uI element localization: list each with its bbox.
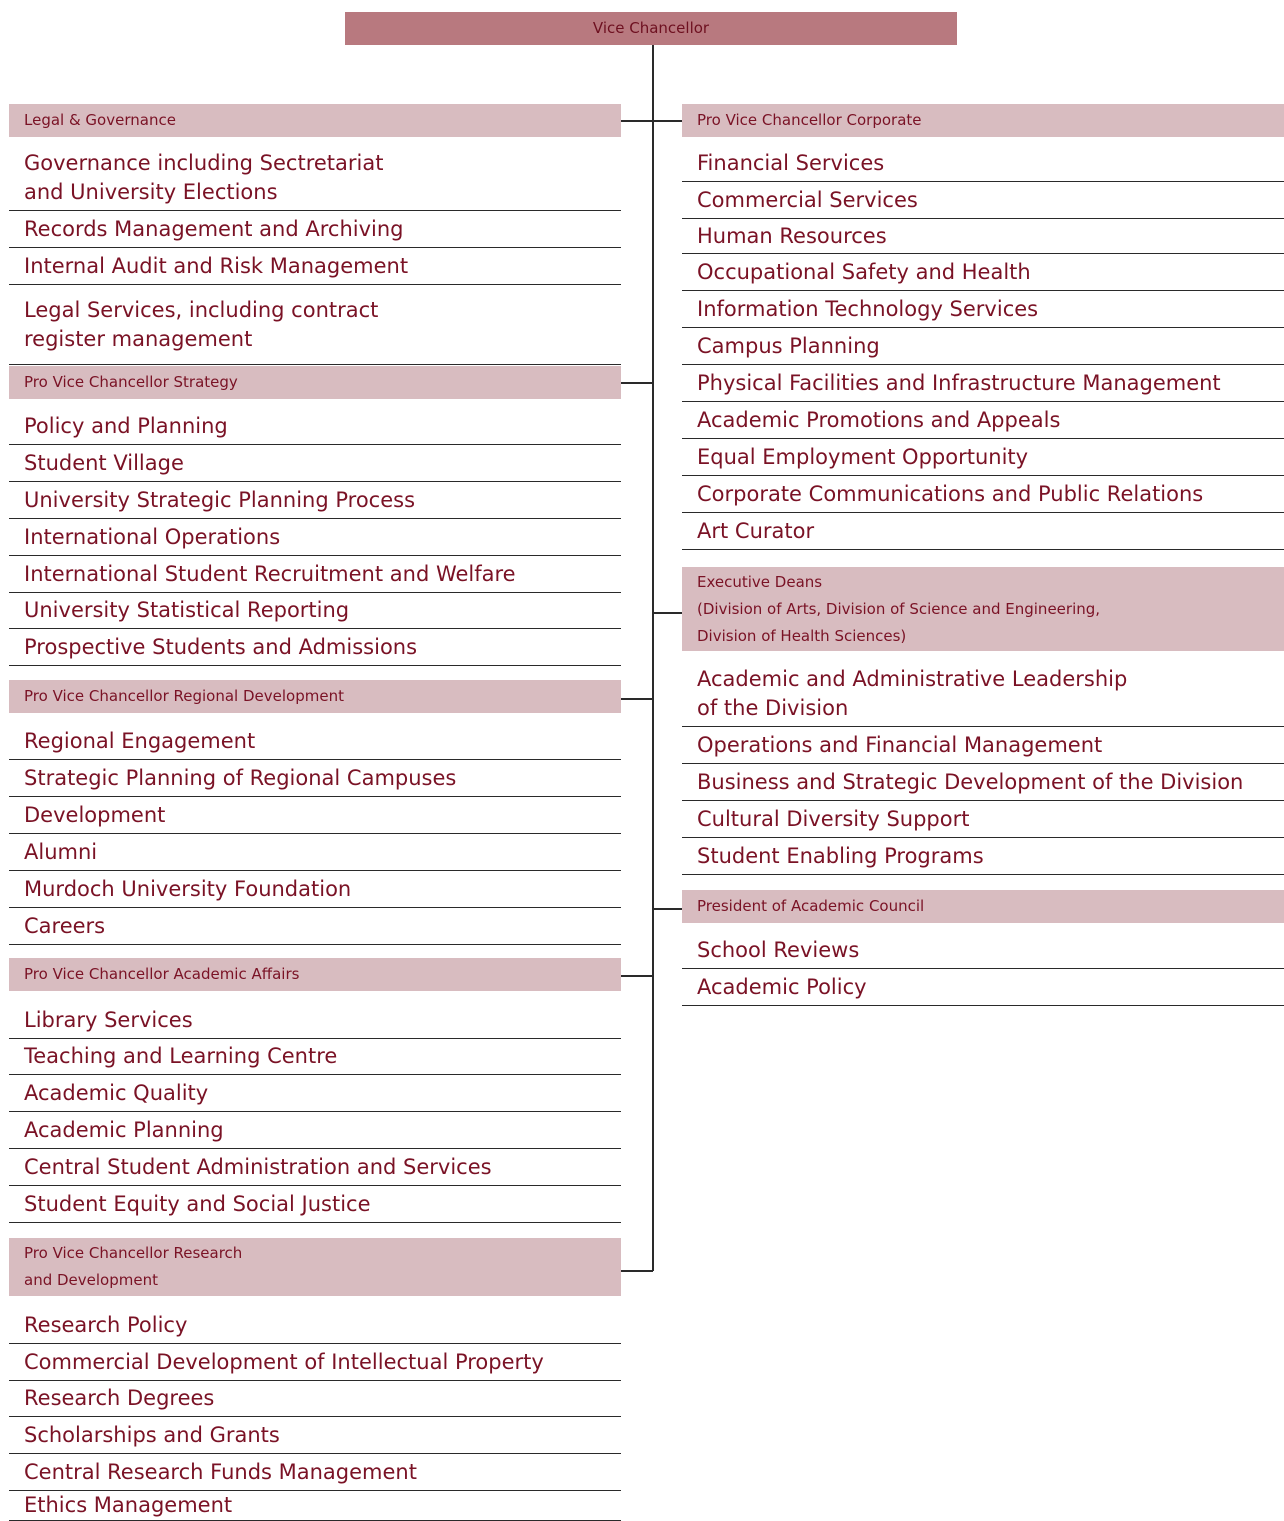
section-title: Pro Vice Chancellor Strategy	[24, 373, 238, 391]
left-section-header-pro-vice-chancellor-regional-development	[9, 680, 621, 713]
unit-item: Physical Facilities and Infrastructure Management	[682, 365, 1284, 402]
right-section-header-president-of-academic-council	[682, 890, 1284, 923]
unit-item: Information Technology Services	[682, 291, 1284, 328]
unit-item: Business and Strategic Development of the Division	[682, 764, 1284, 801]
unit-item: Occupational Safety and Health	[682, 254, 1284, 291]
unit-item: Murdoch University Foundation	[9, 871, 621, 908]
unit-item: Governance including Sectretariat and University Elections	[9, 145, 621, 211]
unit-item: Student Village	[9, 445, 621, 482]
unit-item: Library Services	[9, 1002, 621, 1039]
branch-line	[621, 382, 653, 384]
unit-item: Operations and Financial Management	[682, 727, 1284, 764]
section-title: Pro Vice Chancellor Research and Development	[24, 1244, 243, 1289]
unit-item: Research Policy	[9, 1307, 621, 1344]
right-section-header-pro-vice-chancellor-corporate	[682, 104, 1284, 137]
unit-item: Development	[9, 797, 621, 834]
branch-line	[621, 1270, 653, 1272]
unit-item: Student Equity and Social Justice	[9, 1186, 621, 1223]
unit-item: Records Management and Archiving	[9, 211, 621, 248]
unit-item: Cultural Diversity Support	[682, 801, 1284, 838]
unit-item: Policy and Planning	[9, 408, 621, 445]
unit-item: Corporate Communications and Public Relations	[682, 476, 1284, 513]
unit-item: University Strategic Planning Process	[9, 482, 621, 519]
unit-item: Art Curator	[682, 513, 1284, 550]
unit-item: Careers	[9, 908, 621, 945]
unit-item: Equal Employment Opportunity	[682, 439, 1284, 476]
unit-item: University Statistical Reporting	[9, 593, 621, 629]
unit-item: Alumni	[9, 834, 621, 871]
branch-line	[652, 120, 682, 122]
unit-item: Central Student Administration and Services	[9, 1149, 621, 1186]
unit-item: Ethics Management	[9, 1491, 621, 1521]
unit-item: Academic Quality	[9, 1075, 621, 1112]
trunk-line	[652, 45, 654, 1271]
unit-item: Prospective Students and Admissions	[9, 629, 621, 666]
right-section-header-executive-deans-division-of-arts-divisio	[682, 567, 1284, 651]
unit-item: School Reviews	[682, 932, 1284, 969]
unit-item: International Student Recruitment and Welfare	[9, 556, 621, 593]
unit-item: International Operations	[9, 519, 621, 556]
section-title: Pro Vice Chancellor Regional Development	[24, 687, 344, 705]
unit-item: Academic and Administrative Leadership of the Division	[682, 661, 1284, 727]
unit-item: Commercial Services	[682, 182, 1284, 219]
unit-item: Financial Services	[682, 145, 1284, 182]
branch-line	[621, 975, 653, 977]
unit-item: Research Degrees	[9, 1381, 621, 1417]
branch-line	[652, 908, 682, 910]
branch-line	[652, 612, 682, 614]
unit-item: Campus Planning	[682, 328, 1284, 365]
left-section-header-pro-vice-chancellor-research-and-develop	[9, 1238, 621, 1296]
branch-line	[621, 120, 653, 122]
section-title: Executive Deans (Division of Arts, Division of Science and Engineering, Division of Health Sciences)	[697, 572, 1101, 645]
vice-chancellor-box: Vice Chancellor	[345, 12, 957, 45]
section-title: Legal & Governance	[24, 111, 176, 129]
left-section-header-pro-vice-chancellor-strategy	[9, 366, 621, 399]
unit-item: Student Enabling Programs	[682, 838, 1284, 875]
unit-item: Academic Promotions and Appeals	[682, 402, 1284, 439]
unit-item: Strategic Planning of Regional Campuses	[9, 760, 621, 797]
unit-item: Legal Services, including contract register management	[9, 285, 621, 365]
unit-item: Scholarships and Grants	[9, 1417, 621, 1454]
unit-item: Central Research Funds Management	[9, 1454, 621, 1491]
unit-item: Academic Policy	[682, 969, 1284, 1006]
section-title: Pro Vice Chancellor Academic Affairs	[24, 965, 300, 983]
unit-item: Academic Planning	[9, 1112, 621, 1149]
section-title: President of Academic Council	[697, 897, 925, 915]
unit-item: Internal Audit and Risk Management	[9, 248, 621, 285]
unit-item: Regional Engagement	[9, 723, 621, 760]
left-section-header-pro-vice-chancellor-academic-affairs	[9, 958, 621, 991]
unit-item: Human Resources	[682, 219, 1284, 254]
unit-item: Commercial Development of Intellectual Property	[9, 1344, 621, 1381]
left-section-header-legal-governance	[9, 104, 621, 137]
section-title: Pro Vice Chancellor Corporate	[697, 111, 922, 129]
unit-item: Teaching and Learning Centre	[9, 1039, 621, 1075]
branch-line	[621, 698, 653, 700]
